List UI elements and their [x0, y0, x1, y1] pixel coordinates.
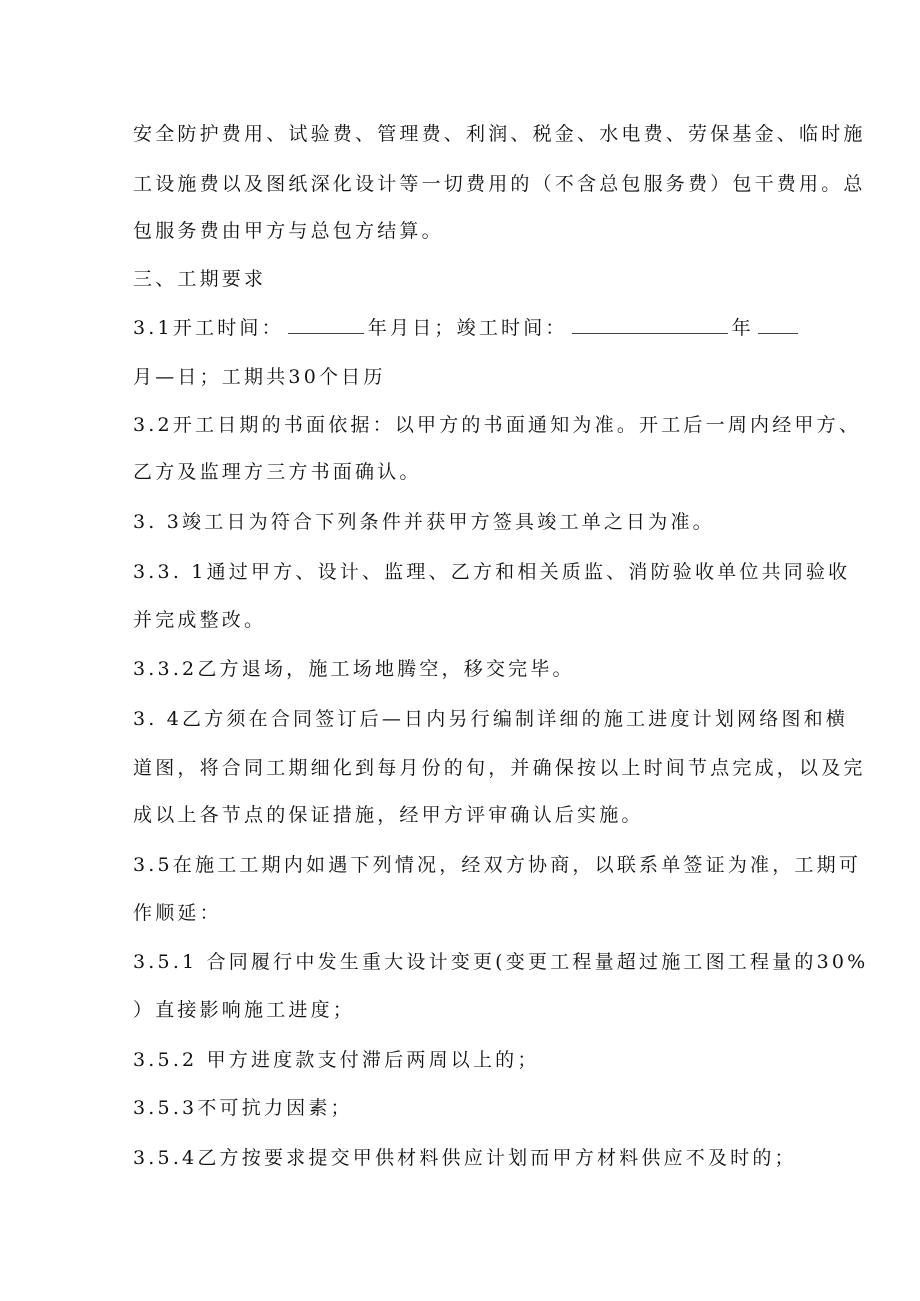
text-line: 3.5在施工工期内如遇下列情况，经双方协商，以联系单签证为准，工期可 — [133, 854, 862, 876]
text-line: 并完成整改。 — [133, 609, 267, 631]
text-line: 3.2开工日期的书面依据：以甲方的书面通知为准。开工后一周内经甲方、 — [133, 414, 862, 436]
schedule-mid-text: 年月日；竣工时间： — [367, 317, 568, 339]
text-line: 3.5.1 合同履行中发生重大设计变更(变更工程量超过施工图工程量的30% — [133, 951, 869, 973]
text-line: 成以上各节点的保证措施，经甲方评审确认后实施。 — [133, 804, 644, 826]
start-date-blank[interactable] — [288, 317, 364, 334]
text-line: 3.5.3不可抗力因素； — [133, 1097, 353, 1119]
section-heading: 三、工期要求 — [133, 268, 267, 290]
text-line: 乙方及监理方三方书面确认。 — [133, 461, 422, 483]
text-line: 工设施费以及图纸深化设计等一切费用的（不含总包服务费）包干费用。总 — [133, 173, 866, 195]
text-line: 月—日；工期共30个日历 — [133, 366, 386, 388]
text-line: 作顺延： — [133, 902, 222, 924]
schedule-line — [133, 316, 802, 340]
end-month-blank[interactable] — [758, 317, 798, 334]
schedule-start-label: 3.1开工时间： — [133, 317, 284, 339]
end-date-blank[interactable] — [572, 317, 728, 334]
text-line: 3.3.2乙方退场，施工场地腾空，移交完毕。 — [133, 658, 575, 680]
schedule-year-text: 年 — [731, 317, 754, 339]
text-line: 道图，将合同工期细化到每月份的旬，并确保按以上时间节点完成，以及完 — [133, 757, 866, 779]
text-line: 3.5.4乙方按要求提交甲供材料供应计划而甲方材料供应不及时的； — [133, 1147, 797, 1169]
text-line: 3.5.2 甲方进度款支付滞后两周以上的； — [133, 1049, 540, 1071]
text-line: 安全防护费用、试验费、管理费、利润、税金、水电费、劳保基金、临时施 — [133, 123, 866, 145]
text-line: 3. 4乙方须在合同签订后—日内另行编制详细的施工进度计划网络图和横 — [133, 708, 849, 730]
text-line: 包服务费由甲方与总包方结算。 — [133, 220, 444, 242]
text-line: 3.3. 1通过甲方、设计、监理、乙方和相关质监、消防验收单位共同验收 — [133, 561, 851, 583]
text-line: 3. 3竣工日为符合下列条件并获甲方签具竣工单之日为准。 — [133, 511, 715, 533]
text-line: ）直接影响施工进度； — [133, 999, 356, 1021]
